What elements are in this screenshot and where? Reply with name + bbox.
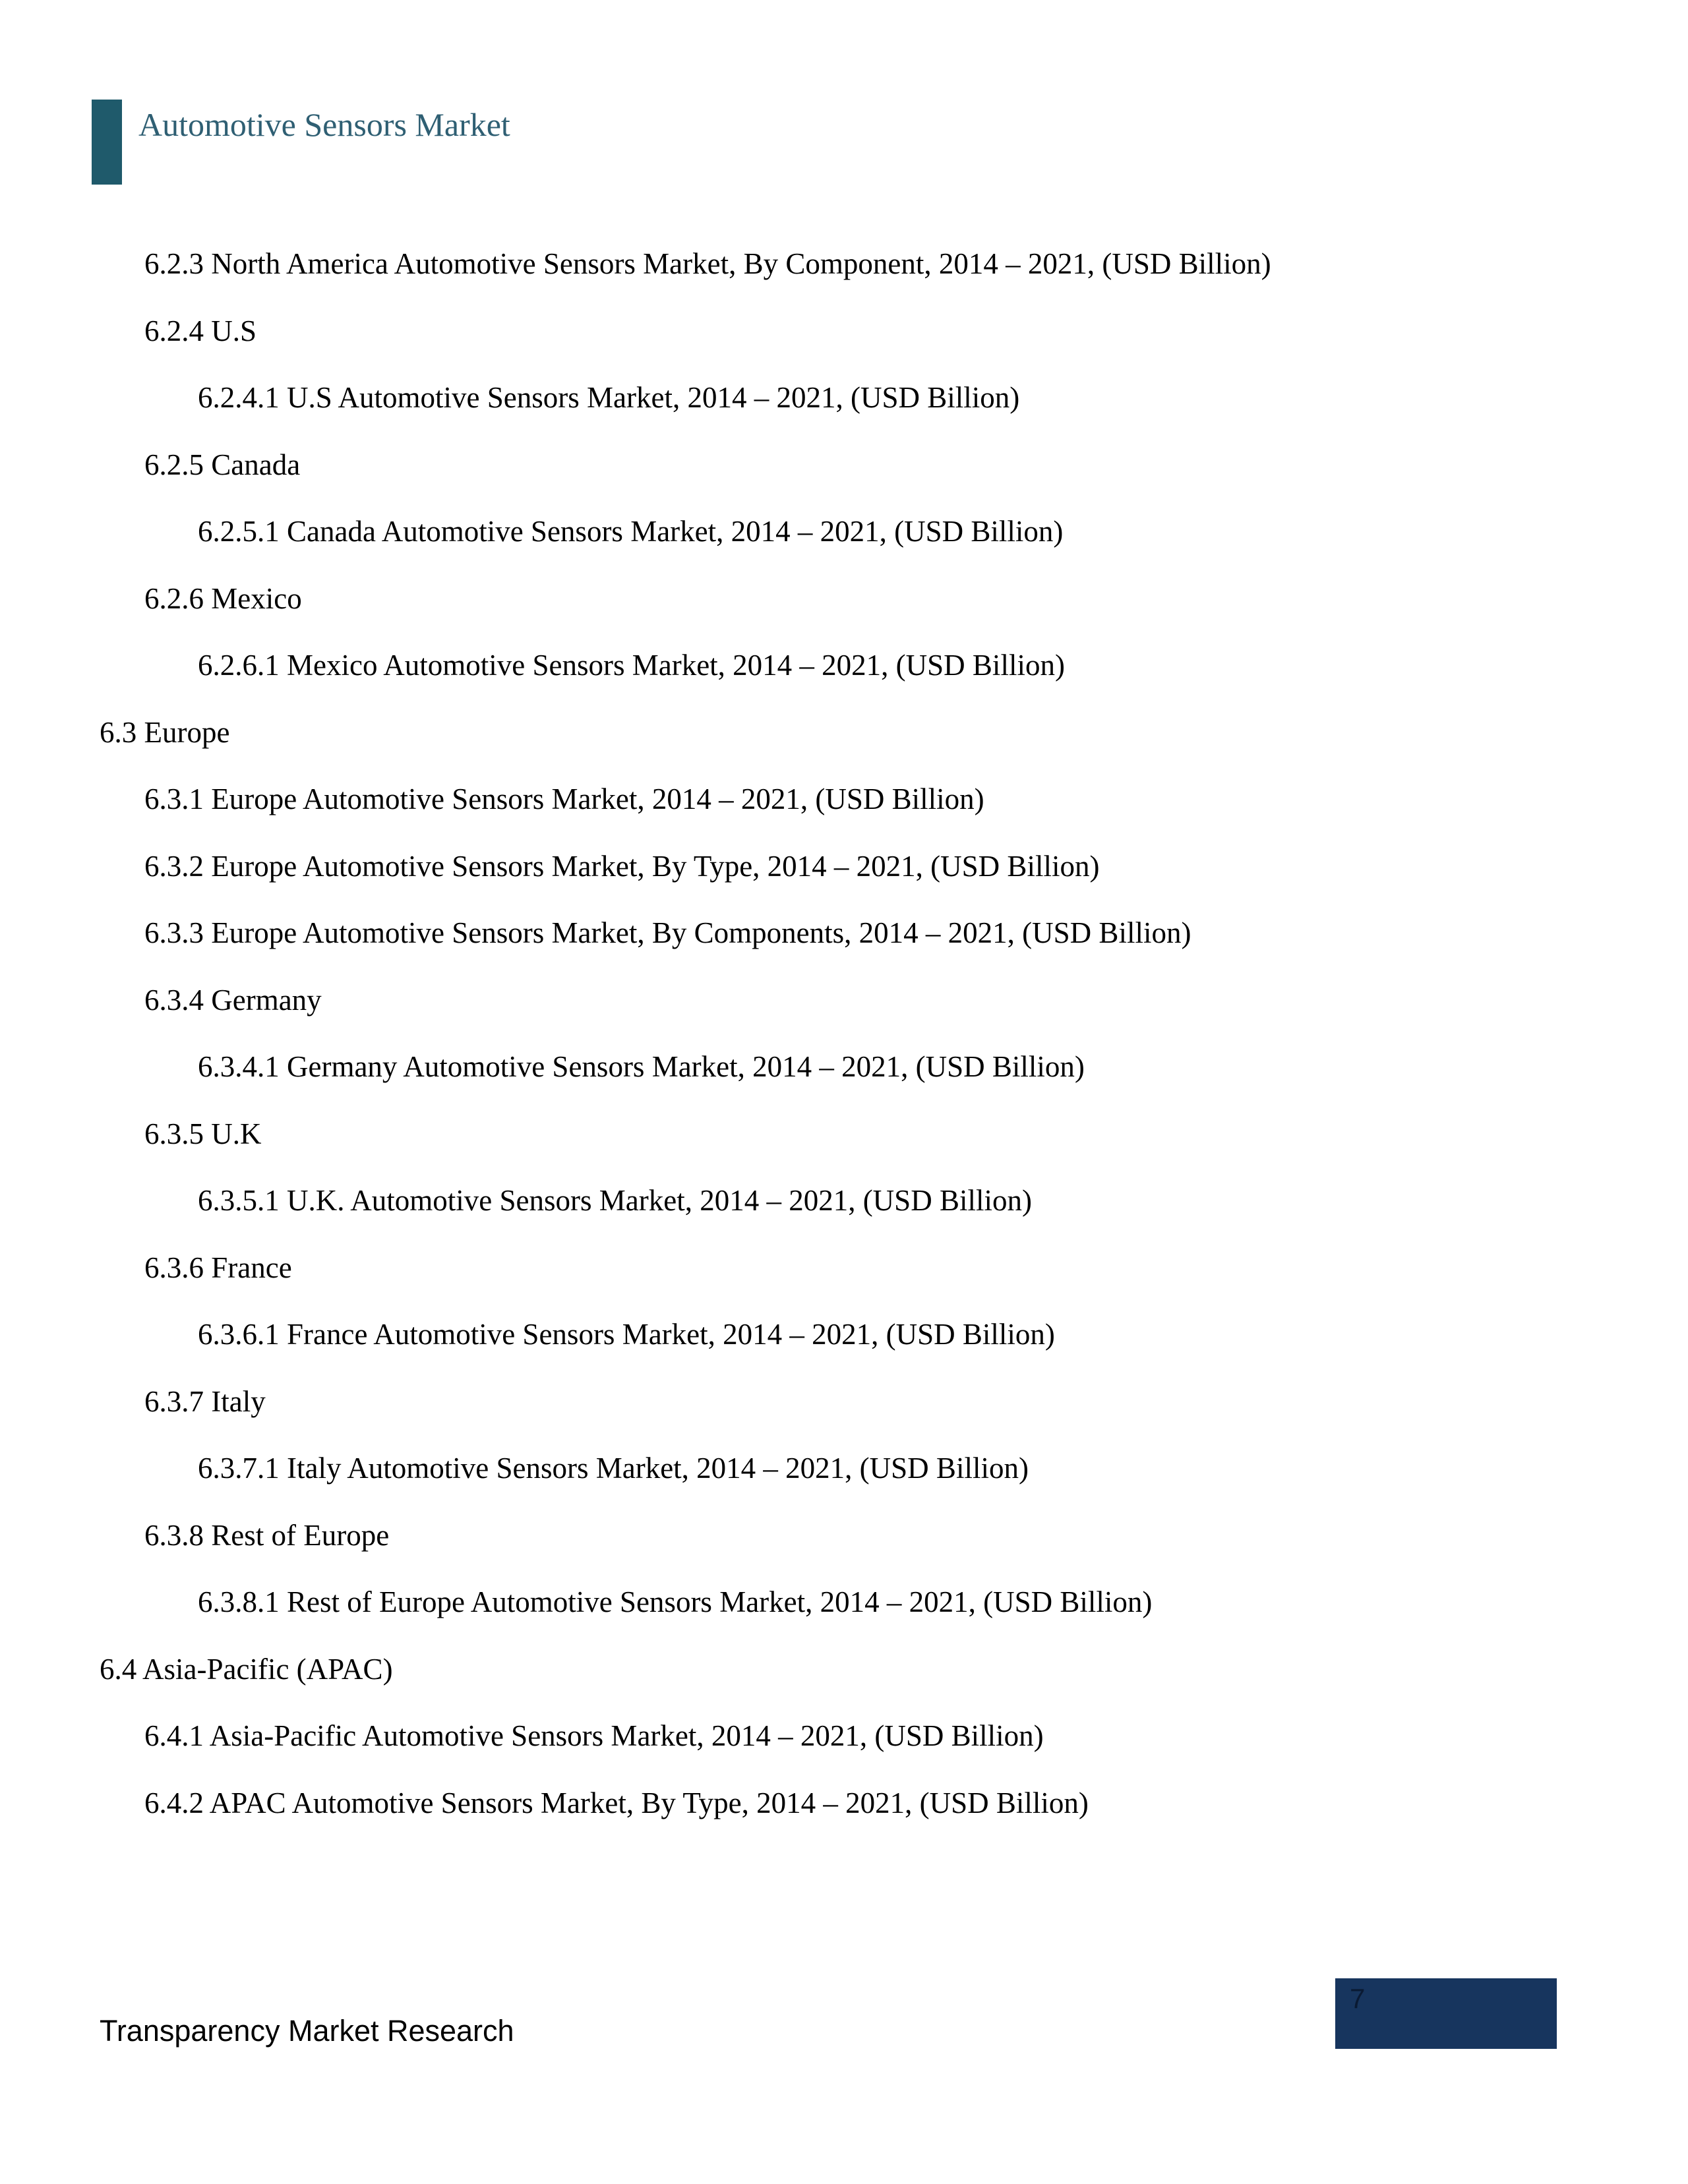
header-accent-bar	[92, 100, 122, 185]
toc-entry: 6.3.4 Germany	[144, 984, 322, 1017]
toc-entry: 6.3.6.1 France Automotive Sensors Market, 2014 – 2021, (USD Billion)	[198, 1318, 1055, 1351]
toc-entry: 6.3.3 Europe Automotive Sensors Market, By Components, 2014 – 2021, (USD Billion)	[144, 916, 1191, 949]
page-number: 7	[1350, 1983, 1366, 2014]
toc-entry: 6.3.8 Rest of Europe	[144, 1519, 390, 1552]
toc-entry: 6.3 Europe	[100, 716, 230, 749]
toc-entry: 6.2.6.1 Mexico Automotive Sensors Market, 2014 – 2021, (USD Billion)	[198, 649, 1065, 682]
toc-entry: 6.3.7.1 Italy Automotive Sensors Market, 2014 – 2021, (USD Billion)	[198, 1452, 1029, 1485]
toc-entry: 6.2.5 Canada	[144, 448, 301, 481]
toc-entry: 6.2.4.1 U.S Automotive Sensors Market, 2014 – 2021, (USD Billion)	[198, 381, 1020, 414]
toc-entry: 6.2.4 U.S	[144, 314, 257, 347]
toc-entry: 6.3.7 Italy	[144, 1385, 266, 1418]
toc-entry: 6.2.3 North America Automotive Sensors Market, By Component, 2014 – 2021, (USD Billion)	[144, 247, 1271, 280]
toc-entry: 6.3.2 Europe Automotive Sensors Market, By Type, 2014 – 2021, (USD Billion)	[144, 850, 1100, 883]
toc-entry: 6.3.5.1 U.K. Automotive Sensors Market, 2014 – 2021, (USD Billion)	[198, 1184, 1032, 1217]
toc-entry: 6.3.1 Europe Automotive Sensors Market, 2014 – 2021, (USD Billion)	[144, 782, 984, 815]
toc-entry: 6.3.6 France	[144, 1251, 292, 1284]
toc-entry: 6.2.5.1 Canada Automotive Sensors Market, 2014 – 2021, (USD Billion)	[198, 515, 1064, 548]
toc-entry: 6.3.5 U.K	[144, 1117, 262, 1150]
toc-entry: 6.4.2 APAC Automotive Sensors Market, By Type, 2014 – 2021, (USD Billion)	[144, 1786, 1089, 1819]
toc-entry: 6.4.1 Asia-Pacific Automotive Sensors Market, 2014 – 2021, (USD Billion)	[144, 1719, 1044, 1752]
footer-brand: Transparency Market Research	[100, 2014, 514, 2048]
toc-entry: 6.3.8.1 Rest of Europe Automotive Sensors Market, 2014 – 2021, (USD Billion)	[198, 1585, 1153, 1618]
toc-entry: 6.3.4.1 Germany Automotive Sensors Market, 2014 – 2021, (USD Billion)	[198, 1050, 1085, 1083]
header-title: Automotive Sensors Market	[138, 106, 510, 143]
toc-entry: 6.2.6 Mexico	[144, 582, 302, 615]
page-number-box	[1335, 1978, 1557, 2049]
toc-entry: 6.4 Asia-Pacific (APAC)	[100, 1653, 393, 1686]
